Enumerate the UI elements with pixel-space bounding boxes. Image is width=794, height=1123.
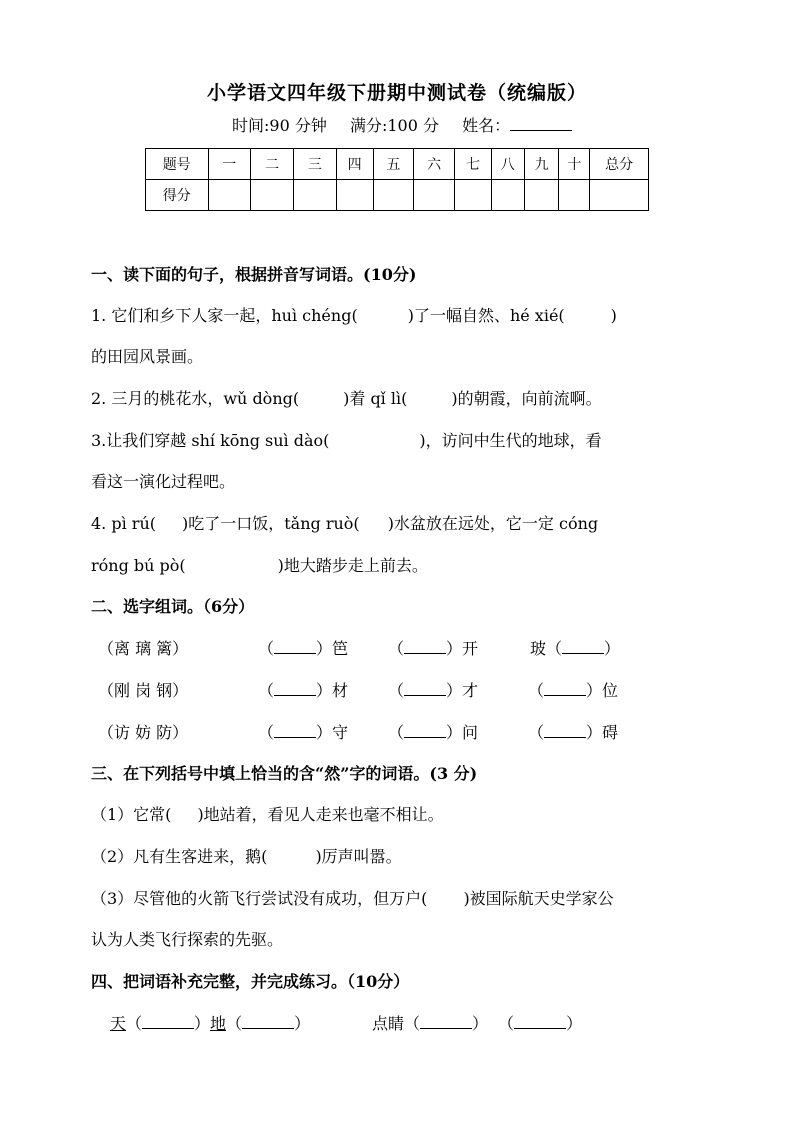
section1-q4 xyxy=(91,511,598,534)
q4-text-b: )吃了一口饭，tǎng ruò( xyxy=(182,514,360,533)
section3-heading: 三、在下列括号中填上恰当的含“然”字的词语。(3 分) xyxy=(91,764,478,783)
table-header-cell: 二 xyxy=(251,149,294,180)
score-label: 满分:100 分 xyxy=(349,116,439,135)
answer-blank[interactable] xyxy=(562,639,604,654)
fill-item-char: 才 xyxy=(462,681,479,700)
section1-q1-line2: 的田园风景画。 xyxy=(91,347,204,366)
table-header-cell: 六 xyxy=(414,149,455,180)
paren-close: ） xyxy=(472,1014,489,1033)
s3-q1-text-b: )地站着，看见人走来也毫不相让。 xyxy=(197,805,444,824)
score-table-score-row xyxy=(146,180,649,211)
table-header-cell: 一 xyxy=(208,149,251,180)
fill-item: （ ）问 xyxy=(388,723,479,742)
paren-close: ） xyxy=(566,1014,583,1033)
table-header-cell: 五 xyxy=(373,149,414,180)
q1-text-c: ) xyxy=(610,306,617,325)
answer-blank[interactable] xyxy=(274,681,316,696)
q2-text-b: )着 qǐ lì( xyxy=(343,389,408,408)
fill-item xyxy=(530,636,620,659)
answer-blank[interactable] xyxy=(420,1014,472,1029)
score-cell[interactable] xyxy=(559,180,590,211)
fill-item-char: 开 xyxy=(462,639,479,658)
answer-blank[interactable] xyxy=(142,1014,194,1029)
q1-text-a: 1. 它们和乡下人家一起，huì chéng( xyxy=(91,306,358,325)
answer-blank[interactable] xyxy=(404,639,446,654)
section1-q3-line2: 看这一演化过程吧。 xyxy=(91,472,236,491)
section4-idiom-row-2 xyxy=(372,1011,582,1034)
fill-item: （ ）才 xyxy=(388,681,479,700)
fill-item: （ ）碍 xyxy=(528,723,619,742)
fill-item: （ ）守 xyxy=(258,723,349,742)
section1-q4-line2 xyxy=(91,553,428,576)
section1-q3 xyxy=(91,428,602,451)
idiom-char: 天 xyxy=(110,1014,127,1033)
section4-heading: 四、把词语补充完整，并完成练习。（10分） xyxy=(91,972,410,991)
q4-line2-text-a: róng bú pò( xyxy=(91,556,186,575)
q2-text-a: 2. 三月的桃花水，wǔ dòng( xyxy=(91,389,300,408)
score-cell[interactable] xyxy=(590,180,649,211)
table-header-cell: 三 xyxy=(294,149,337,180)
time-label: 时间:90 分钟 xyxy=(232,116,327,135)
table-header-cell: 四 xyxy=(336,149,373,180)
score-cell[interactable] xyxy=(524,180,559,211)
section1-heading: 一、读下面的句子，根据拼音写词语。(10分) xyxy=(91,265,417,284)
answer-blank[interactable] xyxy=(274,639,316,654)
char-group: （刚 岗 钢） xyxy=(98,681,189,700)
q1-text-b: )了一幅自然、hé xié( xyxy=(407,306,565,325)
paren-close: ） xyxy=(194,1014,211,1033)
score-cell[interactable] xyxy=(336,180,373,211)
s3-q2-text-b: )厉声叫嚣。 xyxy=(315,847,402,866)
section3-q2 xyxy=(91,844,402,867)
fill-item-char: 碍 xyxy=(602,723,619,742)
fill-item-char: ） xyxy=(604,639,621,658)
name-blank[interactable] xyxy=(510,116,572,131)
section1-q2 xyxy=(91,386,602,409)
table-header-cell: 总分 xyxy=(590,149,649,180)
exam-info xyxy=(232,113,590,136)
score-table xyxy=(145,148,649,211)
s3-q1-text-a: （1）它常( xyxy=(91,805,172,824)
fill-item-char: 材 xyxy=(332,681,349,700)
fill-item-char: 位 xyxy=(602,681,619,700)
q3-text-a: 3.让我们穿越 shí kōng suì dào( xyxy=(91,431,330,450)
score-cell[interactable] xyxy=(373,180,414,211)
exam-title: 小学语文四年级下册期中测试卷（统编版） xyxy=(206,82,587,104)
score-cell[interactable] xyxy=(414,180,455,211)
char-group: （离 璃 篱） xyxy=(98,639,189,658)
answer-blank[interactable] xyxy=(544,681,586,696)
q3-text-b: )，访问中生代的地球，看 xyxy=(419,431,602,450)
s3-q2-text-a: （2）凡有生客进来，鹅( xyxy=(91,847,268,866)
paren-open: （ xyxy=(226,1014,243,1033)
answer-blank[interactable] xyxy=(514,1014,566,1029)
fill-item: （ ）材 xyxy=(258,681,349,700)
q4-line2-text-b: )地大踏步走上前去。 xyxy=(277,556,428,575)
fill-item: （ ）开 xyxy=(388,639,479,658)
idiom-text: 点睛 xyxy=(372,1014,405,1033)
answer-blank[interactable] xyxy=(274,723,316,738)
char-group: （访 妨 防） xyxy=(98,723,189,742)
paren-open: （ xyxy=(126,1014,143,1033)
answer-blank[interactable] xyxy=(242,1014,294,1029)
section1-q1 xyxy=(91,303,617,326)
table-header-cell: 十 xyxy=(559,149,590,180)
fill-item-char: 守 xyxy=(332,723,349,742)
answer-blank[interactable] xyxy=(404,723,446,738)
score-cell[interactable] xyxy=(208,180,251,211)
section3-q3-line2: 认为人类飞行探索的先驱。 xyxy=(91,930,284,949)
section2-heading: 二、选字组词。（6分） xyxy=(91,597,255,616)
q4-text-a: 4. pì rú( xyxy=(91,514,156,533)
table-header-cell: 七 xyxy=(455,149,492,180)
score-table-header-row xyxy=(146,149,649,180)
table-row-label: 得分 xyxy=(146,180,209,211)
fill-item: （ ）笆 xyxy=(258,639,349,658)
score-cell[interactable] xyxy=(251,180,294,211)
section4-idiom-row xyxy=(110,1011,310,1034)
s3-q3-text-b: )被国际航天史学家公 xyxy=(463,889,614,908)
answer-blank[interactable] xyxy=(544,723,586,738)
score-cell[interactable] xyxy=(491,180,524,211)
s3-q3-text-a: （3）尽管他的火箭飞行尝试没有成功，但万户( xyxy=(91,889,428,908)
table-header-cell: 题号 xyxy=(146,149,209,180)
q4-text-c: )水盆放在远处，它一定 cóng xyxy=(387,514,599,533)
paren-open: （ xyxy=(404,1014,421,1033)
score-cell[interactable] xyxy=(455,180,492,211)
paren-open: （ xyxy=(498,1014,515,1033)
table-header-cell: 九 xyxy=(524,149,559,180)
table-header-cell: 八 xyxy=(491,149,524,180)
section3-q3 xyxy=(91,886,614,909)
fill-item-char: 问 xyxy=(462,723,479,742)
q2-text-c: )的朝霞，向前流啊。 xyxy=(451,389,602,408)
paren-close: ） xyxy=(294,1014,311,1033)
fill-item-char: 笆 xyxy=(332,639,349,658)
score-cell[interactable] xyxy=(294,180,337,211)
idiom-char: 地 xyxy=(210,1014,227,1033)
name-label: 姓名： xyxy=(462,116,511,135)
fill-item-char: 玻（ xyxy=(530,639,563,658)
answer-blank[interactable] xyxy=(404,681,446,696)
fill-item: （ ）位 xyxy=(528,681,619,700)
section3-q1 xyxy=(91,802,444,825)
